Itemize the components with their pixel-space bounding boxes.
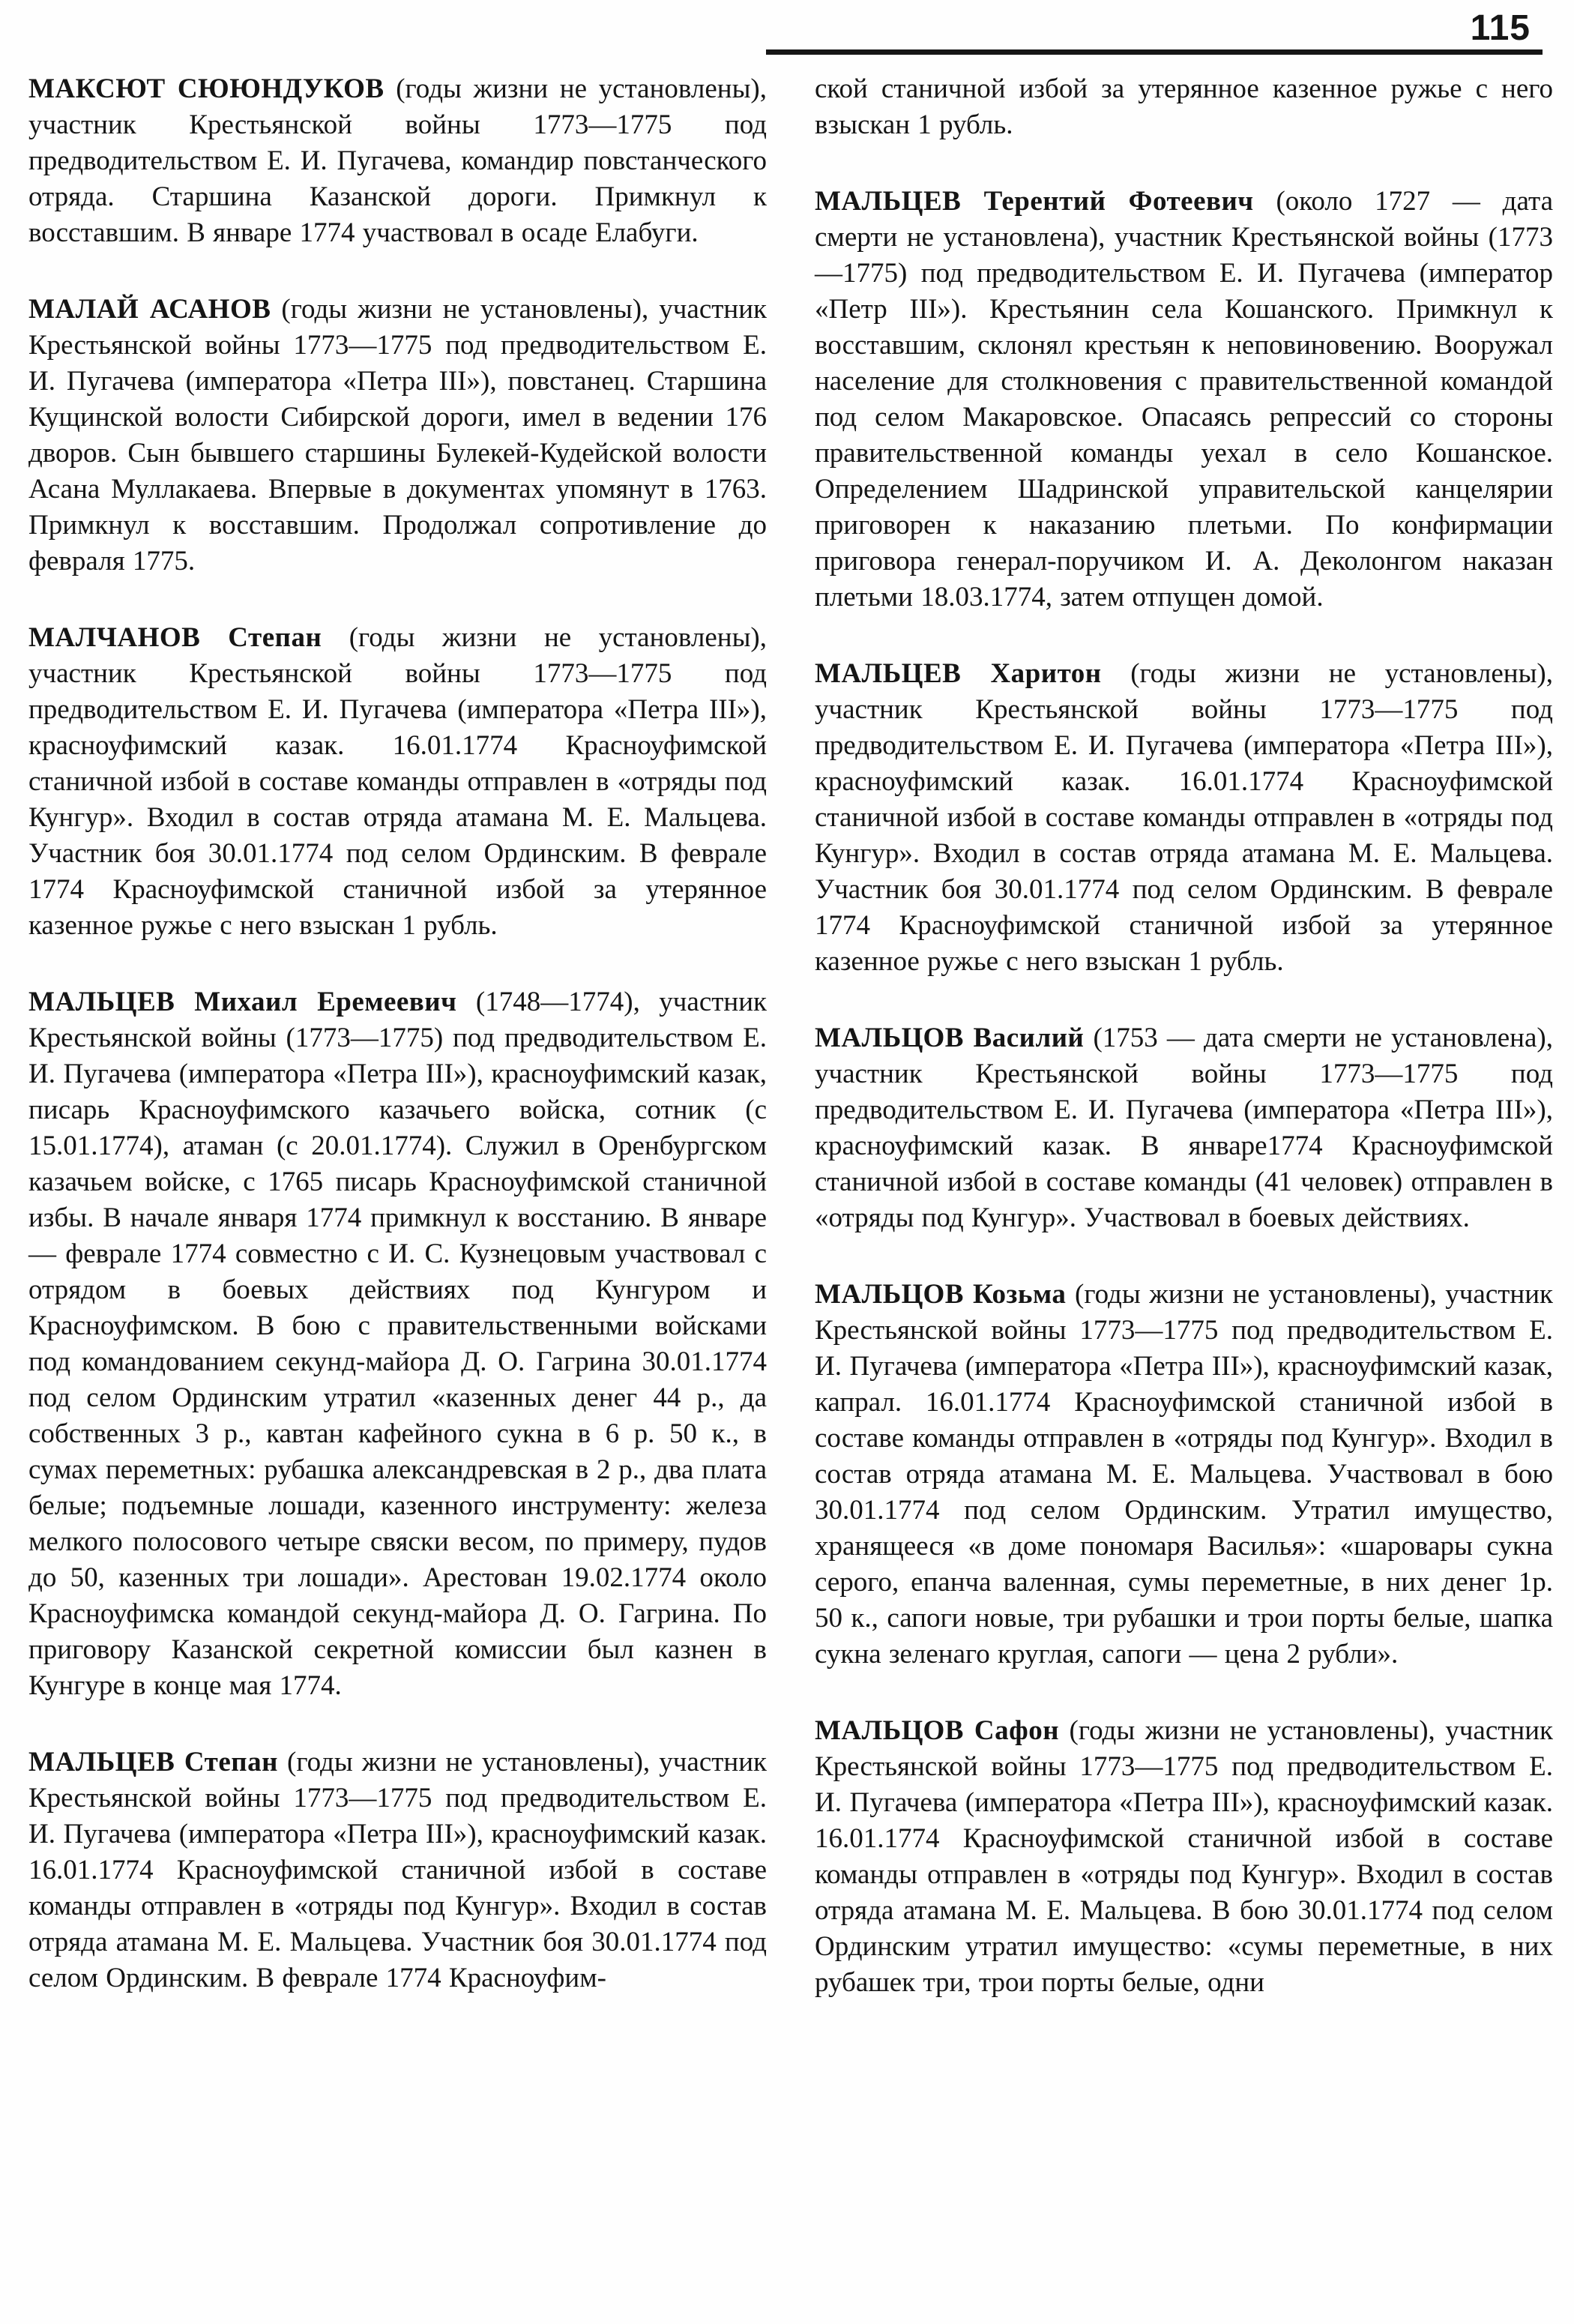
entry-maltsev-khariton [815, 656, 1553, 980]
entry-headword: МАЛЬЦОВ Сафон [815, 1715, 1060, 1746]
entry-malay-asanov [28, 292, 767, 580]
entry-headword: МАЛЬЦЕВ Терентий Фотеевич [815, 186, 1254, 217]
entry-body: (годы жизни не установлены), участник Крестьянской войны 1773—1775 под предводительством Е. И. Пугачева (императора «Петра III»), красноуфимский казак, капрал. 16.01.1774 Красноуфимской станичной избой в составе команды отправлен в «отряды под Кунгур». Входил в состав отряда атамана М. Е. Мальцева. Участвовал в бою 30.01.1774 под селом Ординским. Утратил имущество, хранящееся «в доме пономаря Василья»: «шаровары сукна серого, епанча валенная, сумы переметные, в них денег 1р. 50 к., сапоги новые, три рубашки и трои порты белые, шапка сукна зеленаго круглая, сапоги — цена 2 рубли». [815, 1279, 1553, 1670]
entry-body: (годы жизни не установлены), участник Крестьянской войны 1773—1775 под предводительством Е. И. Пугачева (императора «Петра III»), красноуфимский казак. 16.01.1774 Красноуфимской станичной избой в составе команды отправлен в «отряды под Кунгур». Входил в состав отряда атамана М. Е. Мальцева. Участник боя 30.01.1774 под селом Ординским. В феврале 1774 Красноуфимской станичной избой за утерянное казенное ружье с него взыскан 1 рубль. [28, 622, 767, 941]
entry-body: (около 1727 — дата смерти не установлена), участник Крестьянской войны (1773—1775) под предводительством Е. И. Пугачева (император «Петр III»). Крестьянин села Кошанского. Примкнул к восставшим, склонял крестьян к неповиновению. Вооружал население для столкновения с правительственной командой под селом Макаровское. Опасаясь репрессий со стороны правительственной команды уехал в село Кошанское. Определением Шадринской управительской канцелярии приговорен к наказанию плетьми. По конфирмации приговора генерал-поручиком И. А. Деколонгом наказан плетьми 18.03.1774, затем отпущен домой. [815, 186, 1553, 612]
entry-body: (годы жизни не установлены), участник Крестьянской войны 1773—1775 под предводительством Е. И. Пугачева (императора «Петра III»), красноуфимский казак. 16.01.1774 Красноуфимской станичной избой в составе команды отправлен в «отряды под Кунгур». Входил в состав отряда атамана М. Е. Мальцева. В бою 30.01.1774 под селом Ординским утратил имущество: «сумы переметные, в них рубашек три, трои порты белые, одни [815, 1715, 1553, 1998]
entry-headword: МАЛАЙ АСАНОВ [28, 294, 271, 325]
entry-headword: МАКСЮТ СЮЮНДУКОВ [28, 73, 385, 104]
entry-maltsev-stepan [28, 1744, 767, 1996]
entry-headword: МАЛЬЦЕВ Харитон [815, 658, 1102, 689]
column-right [815, 71, 1553, 2001]
entry-maltsev-mikhail-eremeevich [28, 984, 767, 1704]
entry-body: (1748—1774), участник Крестьянской войны (1773—1775) под предводительством Е. И. Пугачева (императора «Петра III»), красноуфимский казак, писарь Красноуфимского казачьего войска, сотник (с 15.01.1774), атаман (с 20.01.1774). Служил в Оренбургском казачьем войске, с 1765 писарь Красноуфимской станичной избы. В начале января 1774 примкнул к восстанию. В январе — феврале 1774 совместно с И. С. Кузнецовым участвовал с отрядом в боевых действиях под Кунгуром и Красноуфимском. В бою с правительственными войсками под командованием секунд-майора Д. О. Гагрина 30.01.1774 под селом Ординским утратил «казенных денег 44 р., да собственных 3 р., кавтан кафейного сукна в 6 р. 50 к., в сумах переметных: рубашка александревская в 2 р., два плата белые; подъемные лошади, казенного инструменту: железа мелкого полосового четыре свяски весом, по примеру, пудов до 50, казенных три лошади». Арестован 19.02.1774 около Красноуфимска командой секунд-майора Д. О. Гагрина. По приговору Казанской секретной комиссии был казнен в Кунгуре в конце мая 1774. [28, 987, 767, 1701]
entry-maltsov-vasiliy [815, 1020, 1553, 1236]
column-left [28, 71, 767, 2001]
entry-body: ской станичной избой за утерянное казенное ружье с него взыскан 1 рубль. [815, 73, 1553, 140]
entry-headword: МАЛЬЦЕВ Степан [28, 1747, 278, 1777]
entry-headword: МАЛЬЦОВ Василий [815, 1023, 1085, 1053]
entry-maltsov-safon [815, 1713, 1553, 2001]
entry-body: (годы жизни не установлены), участник Крестьянской войны 1773—1775 под предводительством Е. И. Пугачева (императора «Петра III»), красноуфимский казак. 16.01.1774 Красноуфимской станичной избой в составе команды отправлен в «отряды под Кунгур». Входил в состав отряда атамана М. Е. Мальцева. Участник боя 30.01.1774 под селом Ординским. В феврале 1774 Красноуфимской станичной избой за утерянное казенное ружье с него взыскан 1 рубль. [815, 658, 1553, 977]
entry-maksyut-syuyundukov [28, 71, 767, 251]
entry-body: (годы жизни не установлены), участник Крестьянской войны 1773—1775 под предводительством Е. И. Пугачева (императора «Петра III»), повстанец. Старшина Кущинской волости Сибирской дороги, имел в ведении 176 дворов. Сын бывшего старшины Булекей-Кудейской волости Асана Муллакаева. Впервые в документах упомянут в 1763. Примкнул к восставшим. Продолжал сопротивление до февраля 1775. [28, 294, 767, 577]
entry-malchanov-stepan [28, 620, 767, 944]
entry-body: (годы жизни не установлены), участник Крестьянской войны 1773—1775 под предводительством Е. И. Пугачева (императора «Петра III»), красноуфимский казак. 16.01.1774 Красноуфимской станичной избой в составе команды отправлен в «отряды под Кунгур». Входил в состав отряда атамана М. Е. Мальцева. Участник боя 30.01.1774 под селом Ординским. В феврале 1774 Красноуфим- [28, 1747, 767, 1993]
entry-body: (годы жизни не установлены), участник Крестьянской войны 1773—1775 под предводительством Е. И. Пугачева, командир повстанческого отряда. Старшина Казанской дороги. Примкнул к восставшим. В январе 1774 участвовал в осаде Елабуги. [28, 73, 767, 248]
entry-headword: МАЛЬЦЕВ Михаил Еремеевич [28, 987, 457, 1017]
entry-headword: МАЛЧАНОВ Степан [28, 622, 322, 653]
entry-body: (1753 — дата смерти не установлена), участник Крестьянской войны 1773—1775 под предводительством Е. И. Пугачева (императора «Петра III»), красноуфимский казак. В январе1774 Красноуфимской станичной избой в составе команды (41 человек) отправлен в «отряды под Кунгур». Участвовал в боевых действиях. [815, 1023, 1553, 1233]
two-column-text [28, 71, 1553, 2001]
entry-headword: МАЛЬЦОВ Козьма [815, 1279, 1067, 1310]
header-rule [766, 49, 1543, 55]
entry-maltsov-kozma [815, 1277, 1553, 1673]
entry-continuation-maltsev-stepan [815, 71, 1553, 143]
entry-maltsev-terentiy-foteevich [815, 184, 1553, 615]
page-number: 115 [1470, 8, 1531, 48]
